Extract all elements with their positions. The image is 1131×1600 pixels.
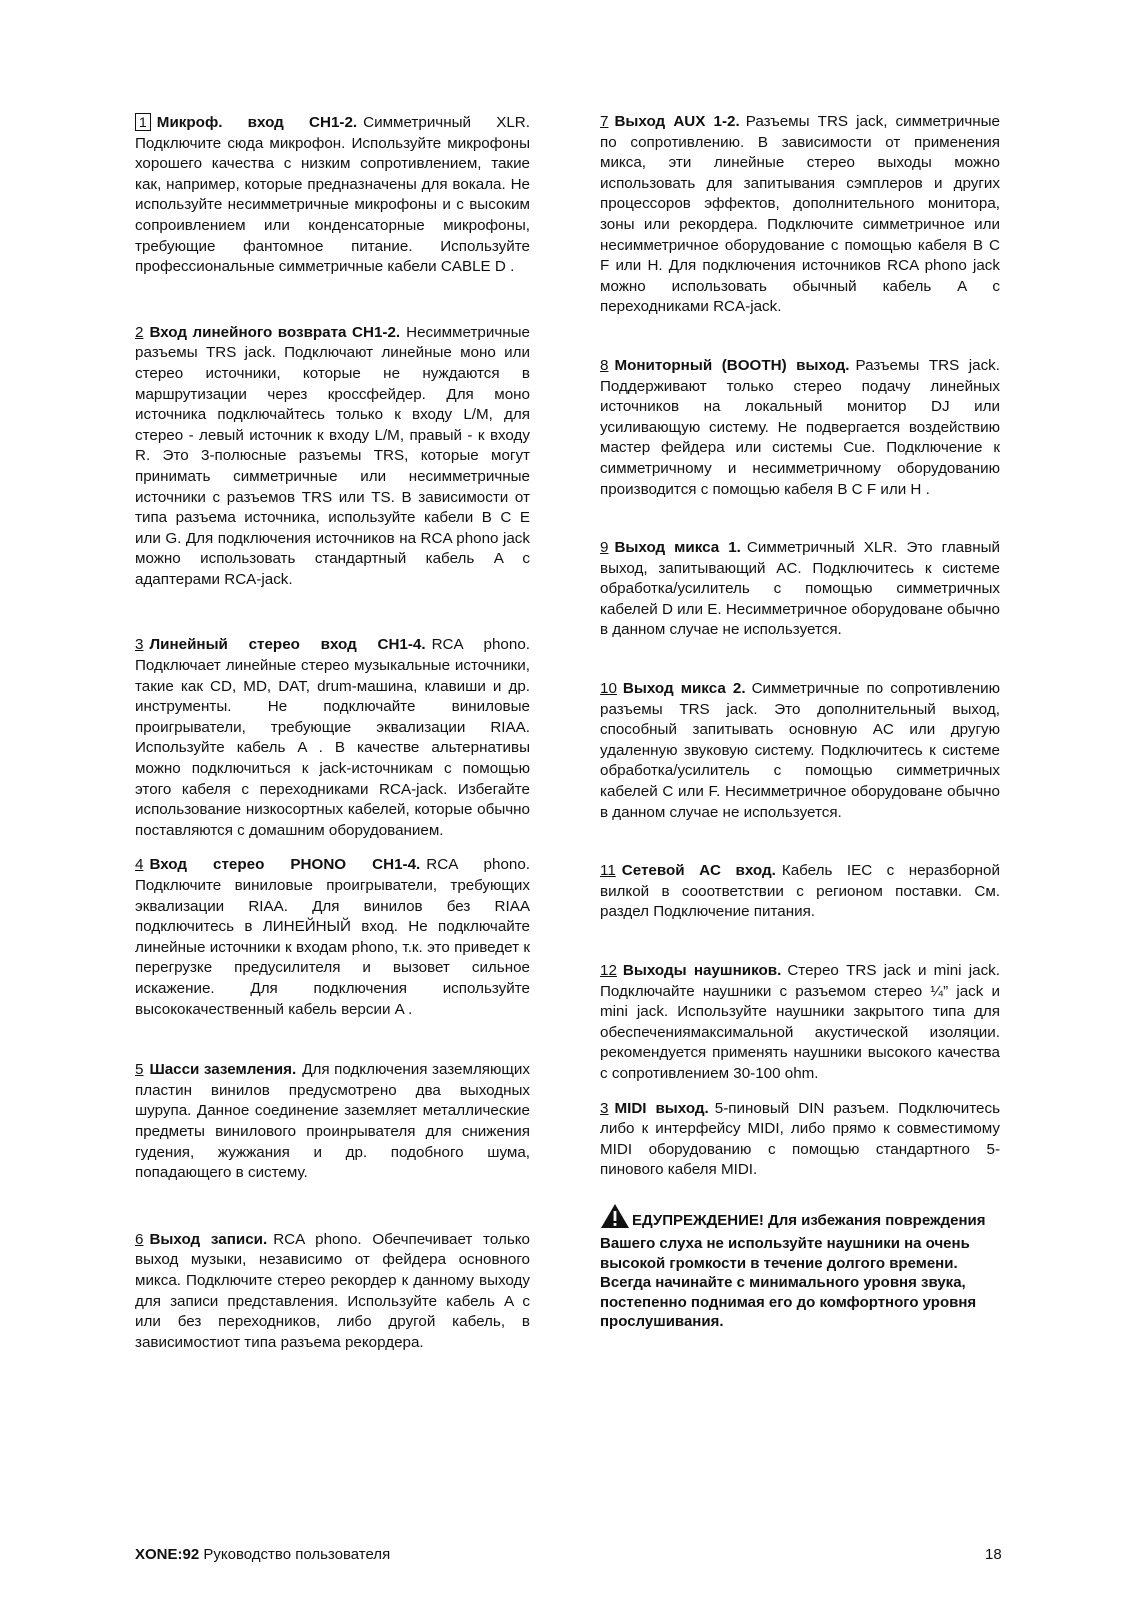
item-title: Выход микса 1.: [614, 539, 741, 557]
item-number: 1: [135, 113, 151, 131]
item-title: Выходы наушников.: [622, 962, 782, 979]
footer-brand: XONE:92: [135, 1546, 200, 1563]
item-title: Сетевой AC вход.: [621, 862, 776, 880]
item-title: Выход записи.: [149, 1230, 268, 1248]
item-text: Разъемы TRS jack, симметричные по сопротивлению. В зависимости от применения микса, эти линейные стерео выходы можно использовать для запитывания сэмплеров и других процессоров эффектов, дополнительного монитора, зоны или рекордера. Подключите симметричное или несимметричное оборудование с помощью кабеля B C F или H. Для подключения источников RCA phono jack можно использовать обычный кабель A с переходниками RCA-jack.: [600, 113, 1000, 316]
item-number: 2: [135, 323, 144, 341]
item-title: Вход линейного возврата CH1-2.: [149, 323, 401, 341]
item-title: Мониторный (BOOTH) выход.: [614, 356, 850, 374]
warning-text: ЕДУПРЕЖДЕНИЕ! Для избежания повреждения Вашего слуха не используйте наушники на очень высокой громкости в течение долгого времени. Всегда начинайте с минимального уровня звука, постепенно поднимая его до комфортного уровня прослушивания.: [600, 1211, 986, 1331]
left-column: [135, 112, 530, 1353]
item-title: Вход стерео PHONO CH1-4.: [149, 856, 421, 874]
item-number: 3: [135, 636, 144, 654]
item-text: RCA phono. Обечпечивает только выход музыки, независимо от фейдера основного микса. Подключите стерео рекордер к данному выходу для записи представления. Используйте кабель A с или без переходников, либо другой кабель, в зависимостиот типа разъема рекордера.: [135, 1230, 530, 1351]
warning-block: [600, 1203, 1000, 1332]
item-text: Для подключения заземляющих пластин винилов предусмотрено два выходных шурупа. Данное соединение заземляет металлические предметы винилового проинрывателя для снижения гудения, жужжания и др. подобного шума, попадающего в систему.: [135, 1061, 530, 1182]
item-text: Несимметричные разъемы TRS jack. Подключают линейные моно или стерео источники, которые не нуждаются в маршрутизации через кроссфейдер. Для моно источника подключайтесь только к входу L/M, для стерео - левый источник к входу L/M, правый - к входу R. Это 3-полюсные разъемы TRS, которые могут принимать симметричные или несимметричные источники с разъемов TRS или TS. В зависимости от типа разъема источника, используйте кабели B C E или G. Для подключения источников на RCA phono jack можно использовать стандартный кабель A с адаптерами RCA-jack.: [135, 323, 530, 588]
item-number: 10: [600, 680, 617, 698]
item-text: RCA phono. Подключите виниловые проигрыватели, требующих эквализации RIAA. Для винилов без RIAA подключитесь в ЛИНЕЙНЫЙ вход. Не подключайте линейные источники к входам phono, т.к. это приведет к перегрузке предусилителя и вызовет сильное искажение. Для подключения используйте высококачественный кабель версии A .: [135, 856, 531, 1018]
item-title: Шасси заземления.: [149, 1061, 297, 1079]
item-title: Линейный стерео вход CH1-4.: [149, 636, 426, 654]
item-number: 8: [600, 356, 609, 374]
item-ac-input: [600, 861, 1000, 923]
item-aux-output: [600, 112, 1000, 318]
item-phono-input: [135, 855, 530, 1020]
item-number: 9: [600, 539, 609, 557]
item-ground-chassis: [135, 1060, 530, 1184]
item-number: 12: [600, 962, 617, 979]
page-footer: [135, 1546, 390, 1563]
item-title: Выход микса 2.: [622, 680, 746, 698]
item-text: Симметричные по сопротивлению разъемы TRS jack. Это дополнительный выход, способный запитывать основную AC или другую удаленную звуковую систему. Подключитесь к системе обработка/усилитель с помощью симметричных кабелей C или F. Несимметричное оборудоване обычно в данном случае не используется.: [600, 680, 1000, 821]
item-number: 4: [135, 856, 144, 874]
item-mix1-output: [600, 538, 1000, 641]
item-mix2-output: [600, 679, 1000, 823]
footer-title: Руководство пользователя: [203, 1546, 391, 1563]
item-line-stereo: [135, 635, 530, 841]
item-number: 7: [600, 113, 609, 130]
item-text: Симметричный XLR. Подключите сюда микрофон. Используйте микрофоны хорошего качества с низким сопротивлением, такие как, например, которые предназначены для вокала. Не используйте несимметричные микрофоны и с высоким сопроивлением или конденсаторные микрофоны, требующие фантомное питание. Используйте профессиональные симметричные кабели CABLE D .: [135, 114, 530, 276]
item-text: Стерео TRS jack и mini jack. Подключайте наушники с разъемом стерео ¼” jack и mini jack. Используйте наушники закрытого типа для обеспечениямаксимальной акустической изоляции. рекомендуется применять наушники высокого качества с сопротивлением 30-100 ohm.: [600, 962, 1000, 1082]
item-title: Микроф. вход CH1-2.: [156, 114, 358, 131]
item-midi-output: [600, 1099, 1000, 1181]
item-record-output: [135, 1230, 530, 1354]
item-number: 11: [600, 862, 616, 880]
item-number: 3: [600, 1099, 609, 1117]
item-text: 5-пиновый DIN разъем. Подключитесь либо к интерфейсу MIDI, либо прямо к совместимому MIDI оборудованию с помощью стандартного 5-пинового кабеля MIDI.: [600, 1099, 1000, 1179]
item-number: 6: [135, 1230, 144, 1248]
item-headphones-output: [600, 961, 1000, 1085]
item-title: Выход AUX 1-2.: [614, 113, 740, 130]
item-text: Кабель IEC с неразборной вилкой в сооответствии с регионом поставки. См. раздел Подключение питания.: [600, 862, 1000, 921]
item-text: RCA phono. Подключает линейные стерео музыкальные источники, такие как CD, MD, DAT, drum-машина, клавиши и др. инструменты. Не подключайте виниловые проигрыватели, требующие эквализации RIAA. Используйте кабель A . В качестве альтернативы можно подключиться к jack-источникам с помощью этого кабеля с переходниками RCA-jack. Избегайте использование низкосортных кабелей, которые обычно поставляются с домашним оборудованием.: [135, 636, 530, 839]
item-number: 5: [135, 1061, 144, 1079]
right-column: [600, 112, 1000, 1332]
item-text: Симметричный XLR. Это главный выход, запитывающий AC. Подключитесь к системе обработка/усилитель с помощью симметричных кабелей D или E. Несимметричное оборудоване обычно в данном случае не используется.: [600, 539, 1000, 639]
item-booth-output: [600, 356, 1000, 500]
warning-triangle-icon: [600, 1203, 630, 1235]
item-mic-input: [135, 112, 530, 278]
page-number: 18: [985, 1546, 1002, 1563]
item-text: Разъемы TRS jack. Поддерживают только стерео подачу линейных источников на локальный монитор DJ или усиливающую систему. Не подвергается воздействию мастер фейдера или системы Cue. Подключение к симметричному и несимметричному оборудованию производится с помощью кабеля B C F или H .: [600, 356, 1000, 498]
item-line-return: [135, 323, 530, 591]
item-title: MIDI выход.: [614, 1099, 709, 1117]
